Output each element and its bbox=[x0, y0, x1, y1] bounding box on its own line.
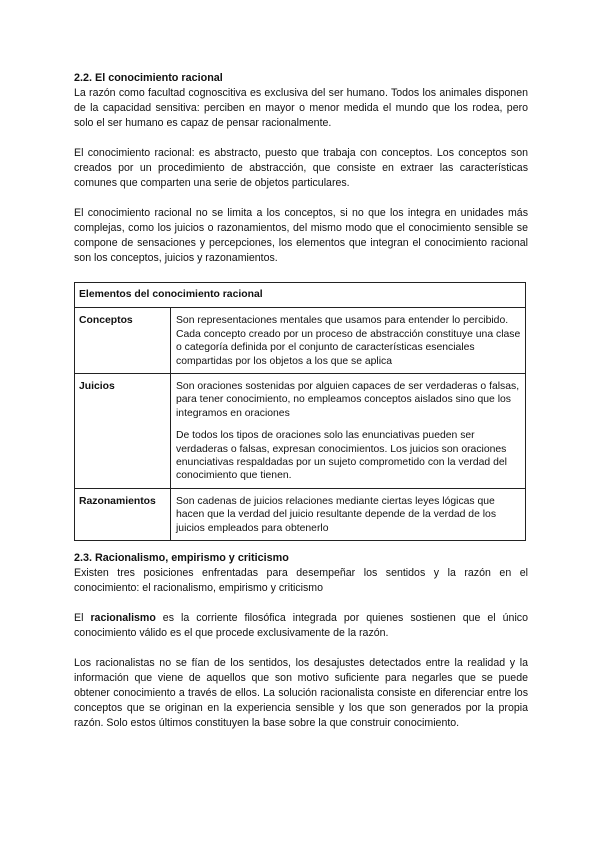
bold-term-racionalismo: racionalismo bbox=[90, 612, 156, 625]
table-term-cell: Razonamientos bbox=[75, 488, 171, 540]
table-definition-cell bbox=[171, 488, 526, 540]
table-row bbox=[75, 308, 526, 374]
section-2-2-paragraph-3: El conocimiento racional no se limita a los conceptos, si no que los integra en unidades más complejas, como los juicios o razonamientos, del mismo modo que el conocimiento sensible se compone de sensaciones y percepciones, los elementos que integran el conocimiento racional son los conceptos, juicios y razonamientos. bbox=[74, 207, 528, 264]
section-2-3-heading: 2.3. Racionalismo, empirismo y criticismo bbox=[74, 552, 289, 565]
text-span: El bbox=[74, 612, 91, 625]
table-row bbox=[75, 488, 526, 540]
section-2-3-paragraph-3: Los racionalistas no se fían de los sentidos, los desajustes detectados entre la realidad y la información que viene de aquellos que son motivo suficiente para negarles que se puede obtener conocimiento a través de ellos. La solución racionalista consiste en diferenciar entre los conceptos que se originan en la experiencia sensible y los que son generados por la propia razón. Solo estos últimos constituyen la base sobre la que construir conocimiento. bbox=[74, 657, 528, 730]
document-content bbox=[74, 71, 528, 731]
definition-text: Son cadenas de juicios relaciones mediante ciertas leyes lógicas que hacen que la verdad del juicio resultante depende de la verdad de los juicios empleados para obtenerlo bbox=[176, 495, 497, 534]
section-2-2-paragraph-2: El conocimiento racional: es abstracto, puesto que trabaja con conceptos. Los conceptos son creados por un procedimiento de abstracción, que consiste en extraer las características comunes que comparten una serie de objetos particulares. bbox=[74, 147, 528, 189]
section-2-2-heading: 2.2. El conocimiento racional bbox=[74, 72, 223, 84]
table-term-cell: Juicios bbox=[75, 374, 171, 489]
table-header: Elementos del conocimiento racional bbox=[75, 283, 526, 308]
definition-text: Son representaciones mentales que usamos para entender lo percibido. Cada concepto creado por un proceso de abstracción constituye una clase o categoría definida por el conjunto de características esenciales compartidas por los objetos a los que se aplica bbox=[176, 315, 521, 367]
section-2-3-paragraph-1: Existen tres posiciones enfrentadas para desempeñar los sentidos y la razón en el conocimiento: el racionalismo, empirismo y criticismo bbox=[74, 567, 528, 595]
section-2-3-paragraph-2 bbox=[74, 611, 528, 641]
table-header-row bbox=[75, 283, 526, 308]
table-definition-cell bbox=[171, 374, 526, 489]
table-term-cell: Conceptos bbox=[75, 308, 171, 374]
definition-text: Son oraciones sostenidas por alguien capaces de ser verdaderas o falsas, para tener conocimiento, no empleamos conceptos aislados sino que los integramos en oraciones bbox=[176, 381, 520, 419]
table-definition-cell bbox=[171, 308, 526, 374]
section-2-2-paragraph-1: La razón como facultad cognoscitiva es exclusiva del ser humano. Todos los animales disponen de la capacidad sensitiva: perciben en mayor o menor medida el mundo que los rodea, pero solo el ser humano es capaz de pensar racionalmente. bbox=[74, 87, 528, 129]
text-span: es la corriente filosófica integrada por quienes sostienen que el único conocimiento válido es el que procede exclusivamente de la razón. bbox=[74, 612, 528, 640]
definition-text: De todos los tipos de oraciones solo las enunciativas pueden ser verdaderas o falsas, expresan conocimientos. Los juicios son oraciones enunciativas respaldadas por un sujeto comprometido con la verdad del conocimiento que tienen. bbox=[176, 430, 507, 482]
elements-table bbox=[74, 282, 526, 541]
table-row bbox=[75, 374, 526, 489]
